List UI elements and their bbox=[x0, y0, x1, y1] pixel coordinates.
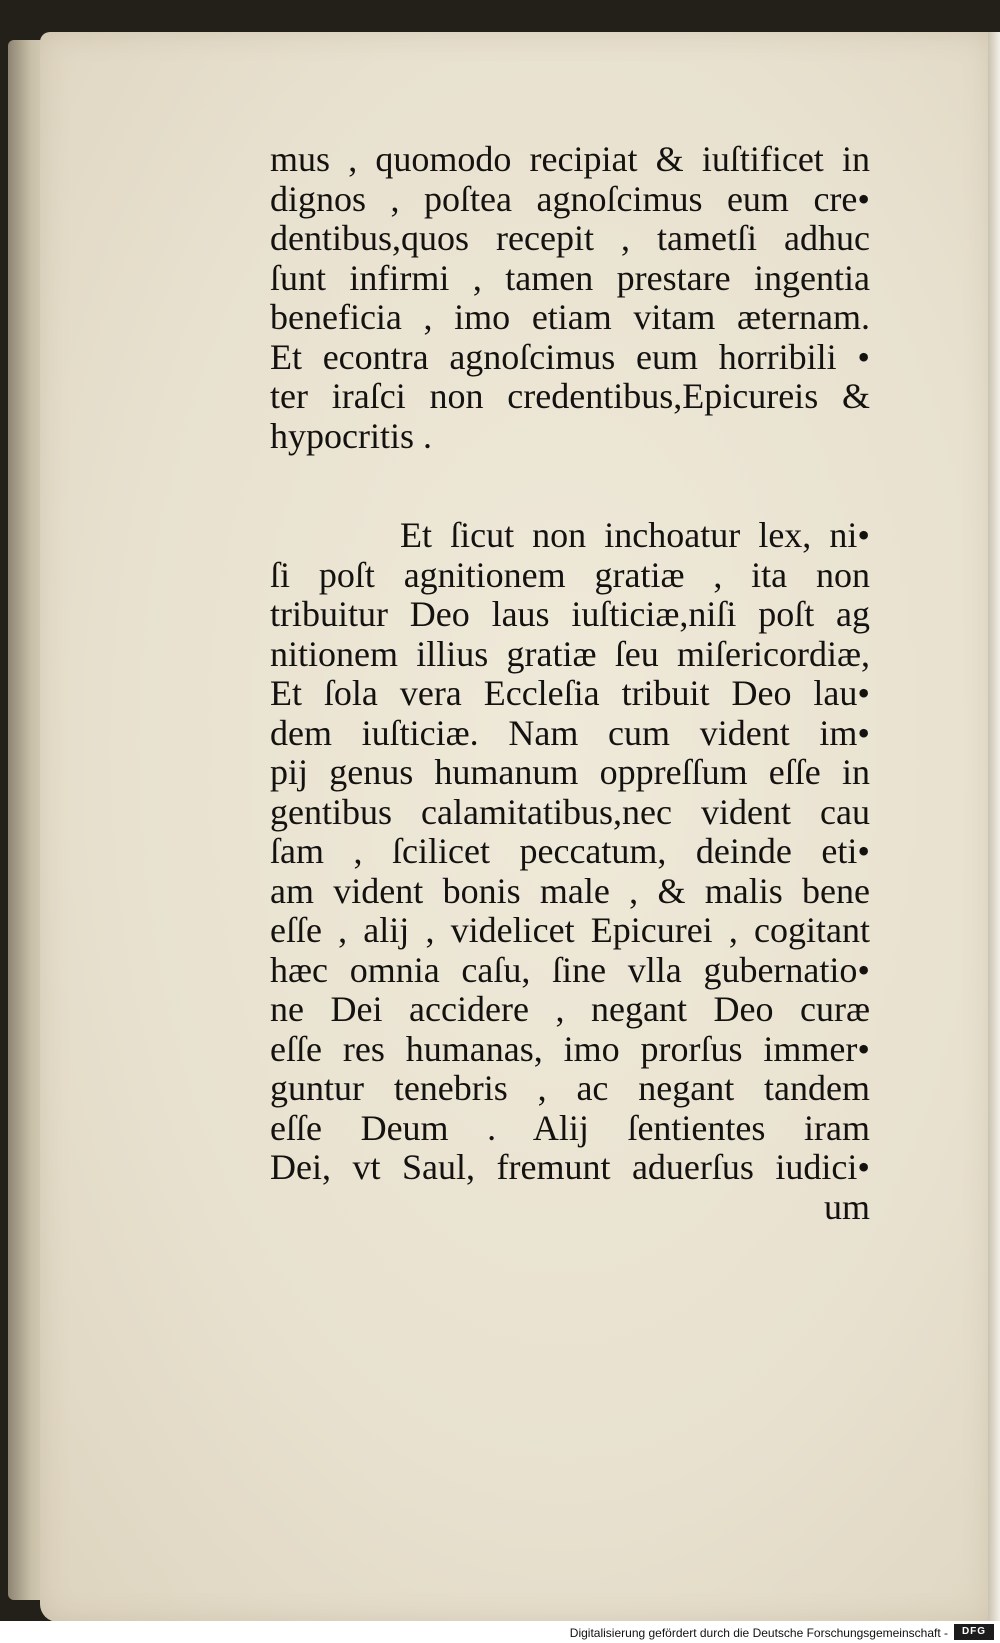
text-line: ter iraſci non credentibus,Epicureis & bbox=[270, 376, 870, 416]
text-line: guntur tenebris , ac negant tandem bbox=[270, 1068, 870, 1108]
text-line: dem iuſticiæ. Nam cum vident im• bbox=[270, 712, 870, 753]
dfg-logo: DFG bbox=[954, 1624, 994, 1640]
text-line: ne Dei accidere , negant Deo curæ bbox=[270, 989, 870, 1029]
text-line: eſſe , alij , videlicet Epicurei , cogitant bbox=[270, 910, 870, 950]
text-line: Et ſicut non inchoatur lex, ni• bbox=[400, 515, 870, 555]
text-line: eſſe Deum . Alij ſentientes iram bbox=[270, 1107, 870, 1148]
text-line: hypocritis . bbox=[270, 415, 432, 456]
text-line: dentibus,quos recepit , tametſi adhuc bbox=[270, 218, 870, 258]
text-line: beneficia , imo etiam vitam æternam. bbox=[270, 297, 870, 337]
text-line: Et econtra agnoſcimus eum horribili • bbox=[270, 336, 870, 377]
text-line: gentibus calamitatibus,nec vident cau bbox=[270, 791, 870, 832]
page-text bbox=[270, 140, 870, 1227]
page-edge-right bbox=[988, 32, 1000, 1622]
digitization-footer bbox=[0, 1621, 1000, 1643]
text-line: dignos , poſtea agnoſcimus eum cre• bbox=[270, 178, 870, 219]
text-line: hæc omnia caſu, ſine vlla gubernatio• bbox=[270, 949, 870, 990]
text-line: pij genus humanum oppreſſum eſſe in bbox=[270, 752, 870, 792]
text-line: ſi poſt agnitionem gratiæ , ita non bbox=[270, 554, 870, 595]
catchword: um bbox=[823, 1186, 870, 1227]
text-line: am vident bonis male , & malis bene bbox=[270, 870, 870, 911]
text-line: eſſe res humanas, imo prorſus immer• bbox=[270, 1028, 870, 1069]
text-line: tribuitur Deo laus iuſticiæ,niſi poſt ag bbox=[270, 594, 870, 634]
text-line: ſunt infirmi , tamen prestare ingentia bbox=[270, 257, 870, 298]
paragraph-1 bbox=[270, 140, 870, 456]
text-line: mus , quomodo recipiat & iuſtificet in bbox=[270, 139, 870, 179]
paragraph-gap bbox=[270, 456, 870, 516]
text-line: ſam , ſcilicet peccatum, deinde eti• bbox=[270, 831, 870, 871]
text-line: Et ſola vera Eccleſia tribuit Deo lau• bbox=[270, 673, 870, 713]
text-line: nitionem illius gratiæ ſeu miſericordiæ, bbox=[270, 633, 870, 674]
footer-credit: Digitalisierung gefördert durch die Deutsche Forschungsgemeinschaft - bbox=[569, 1626, 948, 1640]
text-line: Dei, vt Saul, fremunt aduerſus iudici• bbox=[270, 1147, 870, 1187]
paragraph-2 bbox=[270, 516, 870, 1188]
